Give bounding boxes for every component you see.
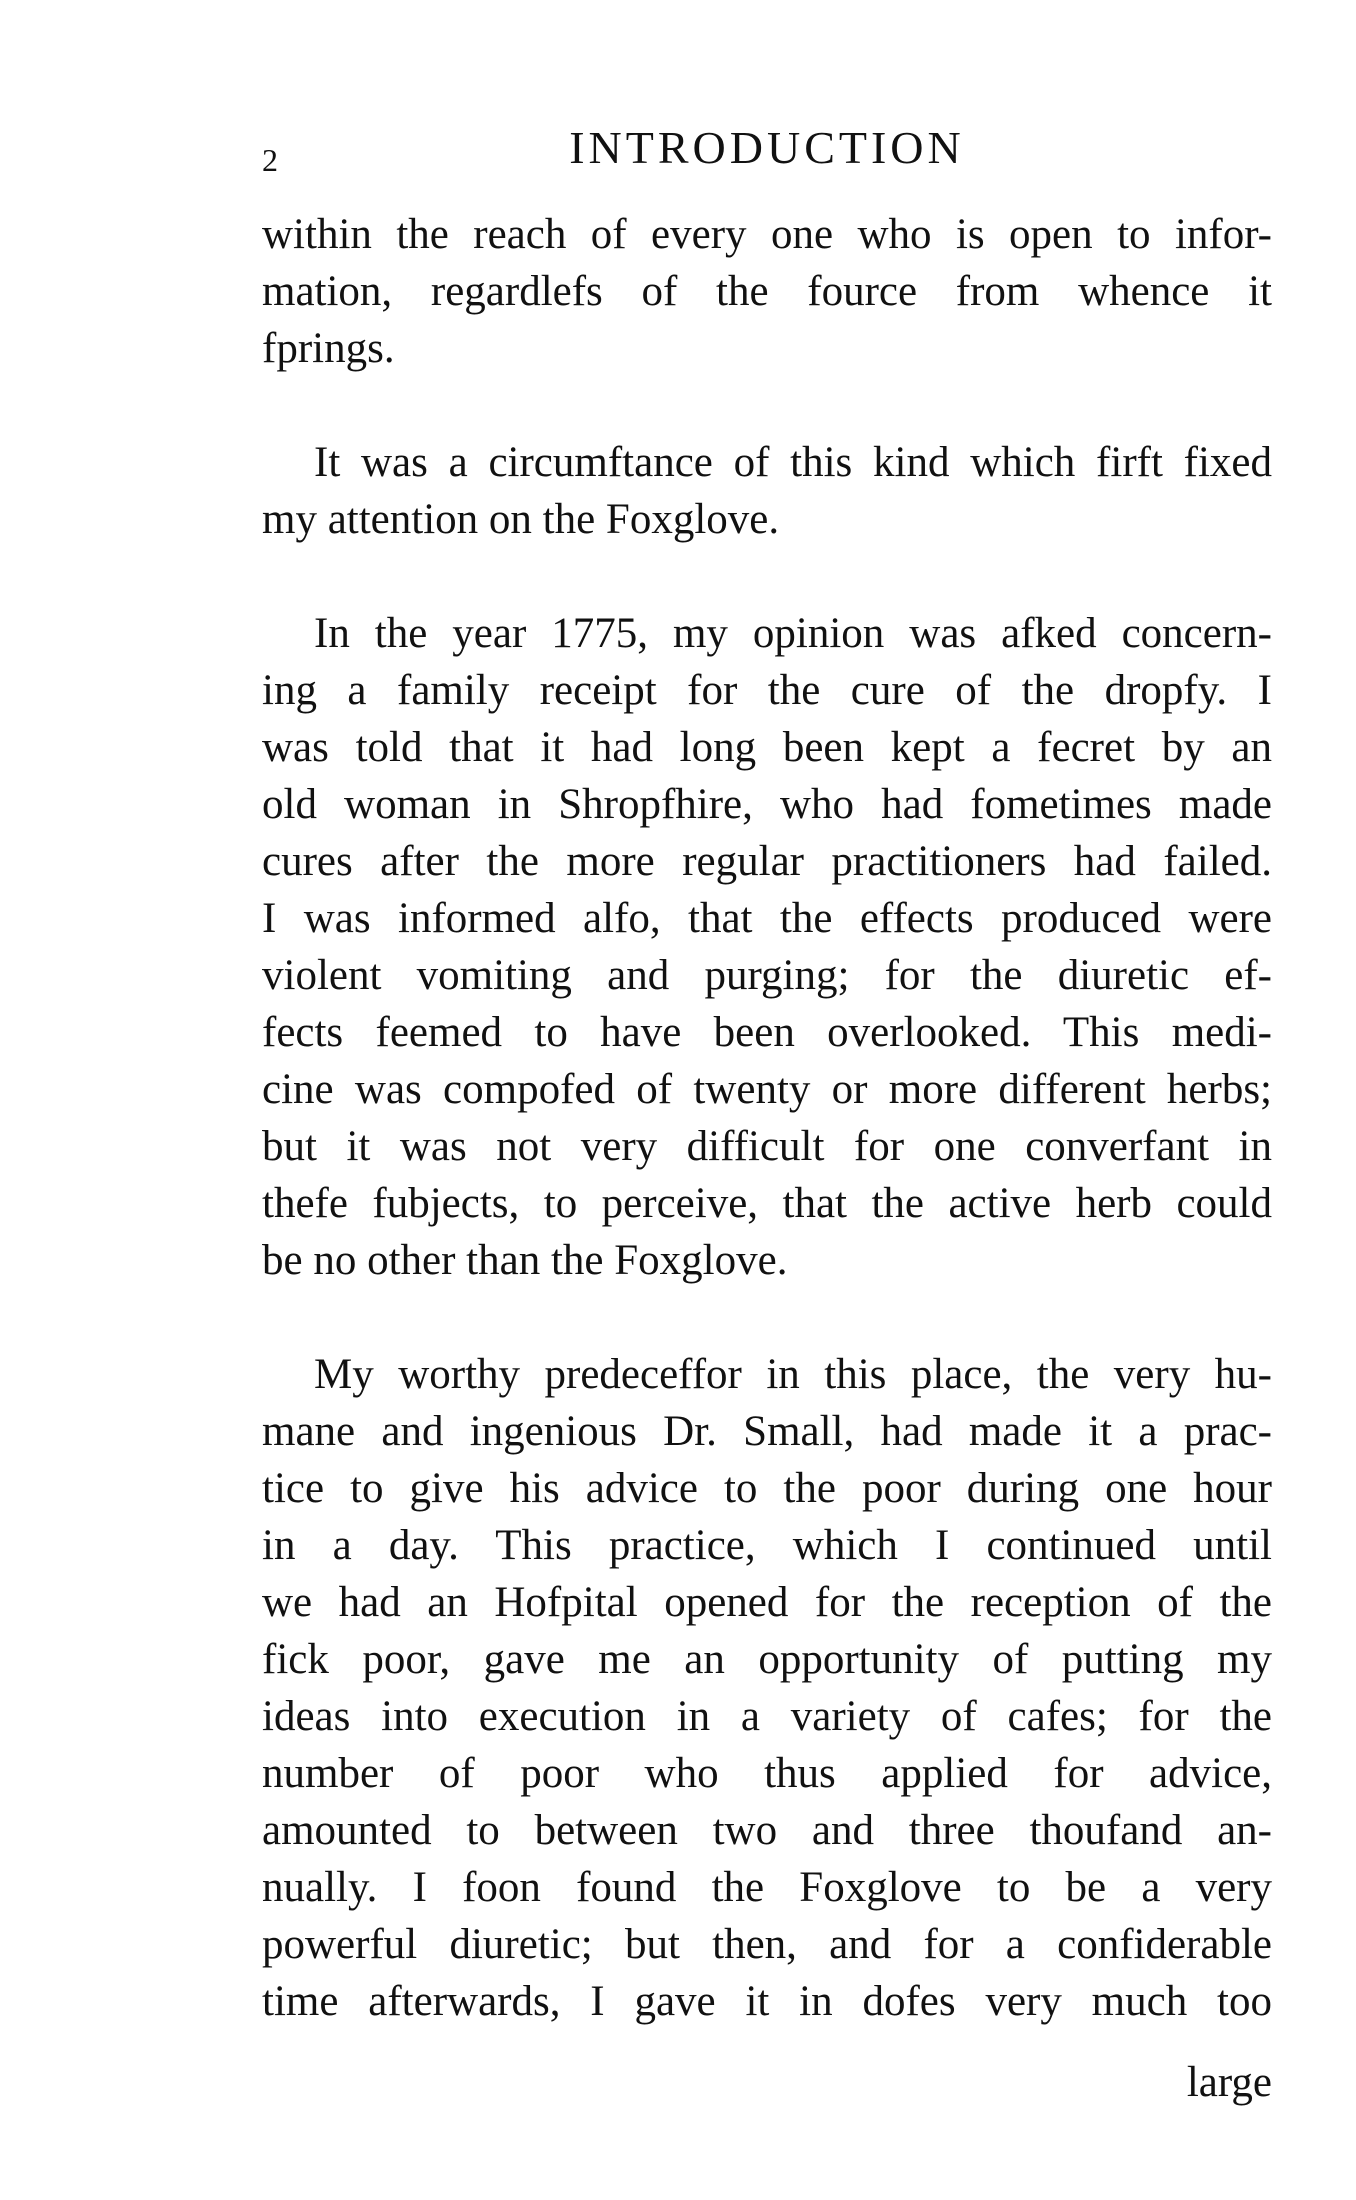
text-line: violent vomiting and purging; for the diuretic ef- bbox=[262, 952, 1272, 999]
text-line: cures after the more regular practitioners had failed. bbox=[262, 838, 1272, 885]
text-line: time afterwards, I gave it in dofes very much too bbox=[262, 1978, 1272, 2025]
paragraph-4 bbox=[262, 1346, 1272, 2030]
text-line: cine was compofed of twenty or more different herbs; bbox=[262, 1066, 1272, 1113]
page-header bbox=[262, 118, 1272, 178]
text-line: in a day. This practice, which I continued until bbox=[262, 1522, 1272, 1569]
paragraph-2 bbox=[262, 434, 1272, 548]
text-line: nually. I foon found the Foxglove to be a very bbox=[262, 1864, 1272, 1911]
text-line: In the year 1775, my opinion was afked concern- bbox=[314, 610, 1272, 657]
text-line: I was informed alfo, that the effects produced were bbox=[262, 895, 1272, 942]
text-line: fects feemed to have been overlooked. This medi- bbox=[262, 1009, 1272, 1056]
text-line: was told that it had long been kept a fecret by an bbox=[262, 724, 1272, 771]
text-line: My worthy predeceffor in this place, the very hu- bbox=[314, 1351, 1272, 1398]
text-line: within the reach of every one who is open to infor- bbox=[262, 211, 1272, 258]
text-line: powerful diuretic; but then, and for a confiderable bbox=[262, 1921, 1272, 1968]
paragraph-1 bbox=[262, 206, 1272, 377]
paragraph-3 bbox=[262, 605, 1272, 1289]
text-line: fick poor, gave me an opportunity of putting my bbox=[262, 1636, 1272, 1683]
text-line: my attention on the Foxglove. bbox=[262, 496, 780, 543]
text-line: It was a circumftance of this kind which firft fixed bbox=[314, 439, 1272, 486]
body-text bbox=[262, 206, 1272, 2087]
text-line: mane and ingenious Dr. Small, had made it a prac- bbox=[262, 1408, 1272, 1455]
text-line: thefe fubjects, to perceive, that the active herb could bbox=[262, 1180, 1272, 1227]
text-line: number of poor who thus applied for advice, bbox=[262, 1750, 1272, 1797]
text-line: we had an Hofpital opened for the reception of the bbox=[262, 1579, 1272, 1626]
text-line: mation, regardlefs of the fource from whence it bbox=[262, 268, 1272, 315]
page-number: 2 bbox=[262, 142, 278, 178]
text-line: amounted to between two and three thoufand an- bbox=[262, 1807, 1272, 1854]
text-line: tice to give his advice to the poor during one hour bbox=[262, 1465, 1272, 1512]
text-line: ideas into execution in a variety of cafes; for the bbox=[262, 1693, 1272, 1740]
text-line: ing a family receipt for the cure of the dropfy. I bbox=[262, 667, 1272, 714]
catchword: large bbox=[1186, 2059, 1272, 2106]
running-head: INTRODUCTION bbox=[569, 122, 965, 173]
text-line: but it was not very difficult for one converfant in bbox=[262, 1123, 1272, 1170]
text-line: fprings. bbox=[262, 325, 395, 372]
text-line: old woman in Shropfhire, who had fometimes made bbox=[262, 781, 1272, 828]
text-line: be no other than the Foxglove. bbox=[262, 1237, 788, 1284]
